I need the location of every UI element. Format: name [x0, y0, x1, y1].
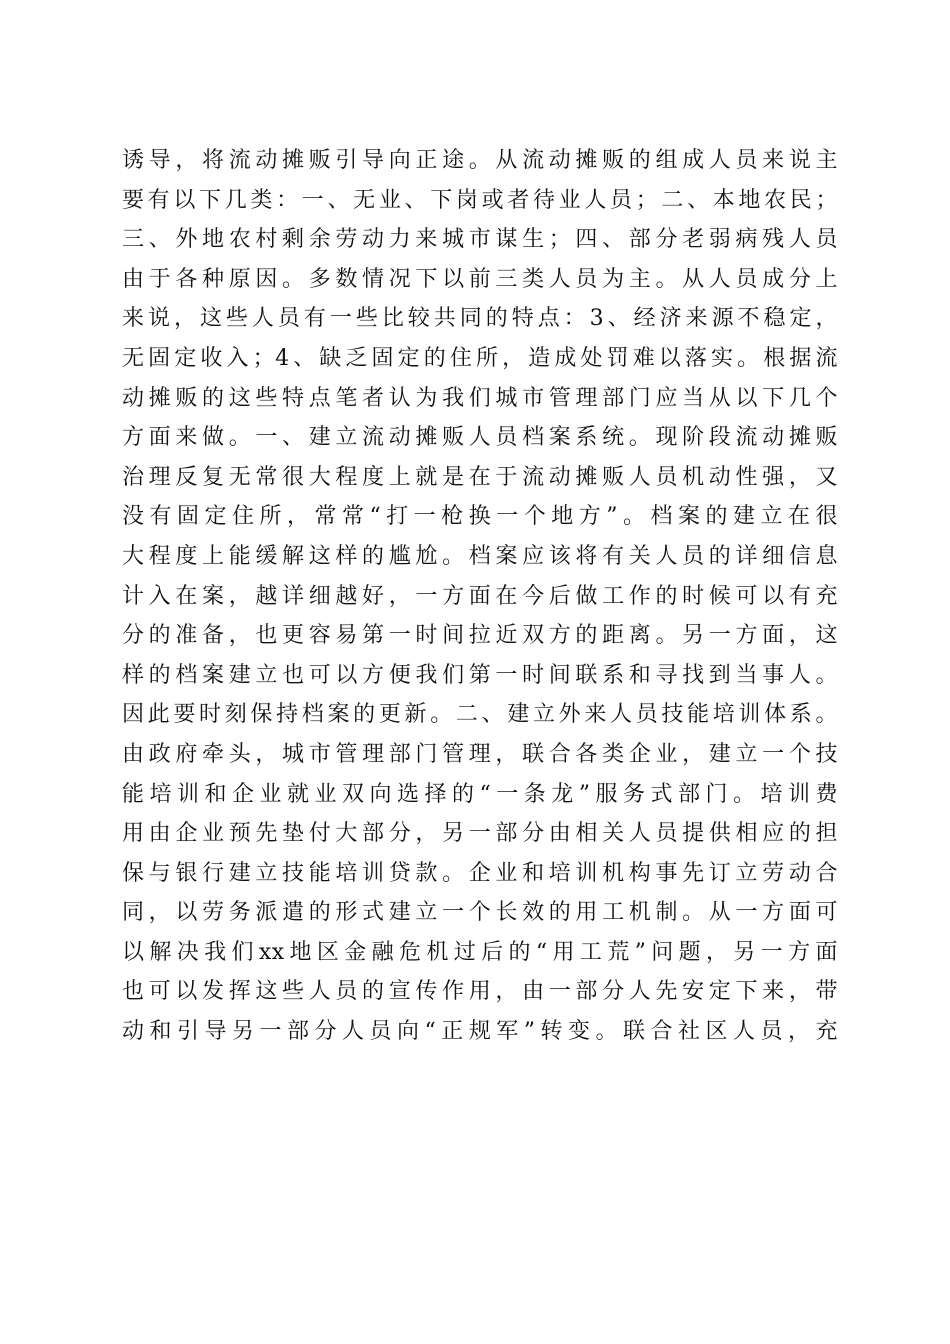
text-line: 动摊贩的这些特点笔者认为我们城市管理部门应当从以下几个 [122, 385, 838, 411]
text-line: 治理反复无常很大程度上就是在于流动摊贩人员机动性强，又 [122, 464, 838, 490]
text-line: 因此要时刻保持档案的更新。二、建立外来人员技能培训体系。 [122, 702, 838, 728]
text-line: 没有固定住所，常常“打一枪换一个地方”。档案的建立在很 [122, 504, 838, 530]
text-line: 方面来做。一、建立流动摊贩人员档案系统。现阶段流动摊贩 [122, 425, 838, 451]
body-text [122, 141, 838, 1052]
text-line: 大程度上能缓解这样的尴尬。档案应该将有关人员的详细信息 [122, 543, 838, 569]
text-line: 来说，这些人员有一些比较共同的特点：3、经济来源不稳定， [122, 306, 838, 332]
text-line: 由政府牵头，城市管理部门管理，联合各类企业，建立一个技 [122, 741, 838, 767]
text-line: 以解决我们xx地区金融危机过后的“用工荒”问题，另一方面 [122, 939, 838, 965]
text-line: 能培训和企业就业双向选择的“一条龙”服务式部门。培训费 [122, 781, 838, 807]
text-line: 同，以劳务派遣的形式建立一个长效的用工机制。从一方面可 [122, 900, 838, 926]
text-line: 用由企业预先垫付大部分，另一部分由相关人员提供相应的担 [122, 821, 838, 847]
text-line: 要有以下几类：一、无业、下岗或者待业人员；二、本地农民； [122, 187, 838, 213]
text-line: 样的档案建立也可以方便我们第一时间联系和寻找到当事人。 [122, 662, 838, 688]
text-line: 保与银行建立技能培训贷款。企业和培训机构事先订立劳动合 [122, 860, 838, 886]
text-line: 无固定收入；4、缺乏固定的住所，造成处罚难以落实。根据流 [122, 345, 838, 371]
text-line: 也可以发挥这些人员的宣传作用，由一部分人先安定下来，带 [122, 979, 838, 1005]
text-line: 诱导，将流动摊贩引导向正途。从流动摊贩的组成人员来说主 [122, 148, 838, 173]
text-line: 三、外地农村剩余劳动力来城市谋生；四、部分老弱病残人员 [122, 227, 838, 253]
text-line: 动和引导另一部分人员向“正规军”转变。联合社区人员，充 [122, 1019, 838, 1045]
text-line: 分的准备，也更容易第一时间拉近双方的距离。另一方面，这 [122, 623, 838, 649]
text-line: 计入在案，越详细越好，一方面在今后做工作的时候可以有充 [122, 583, 838, 609]
text-line: 由于各种原因。多数情况下以前三类人员为主。从人员成分上 [122, 266, 838, 292]
